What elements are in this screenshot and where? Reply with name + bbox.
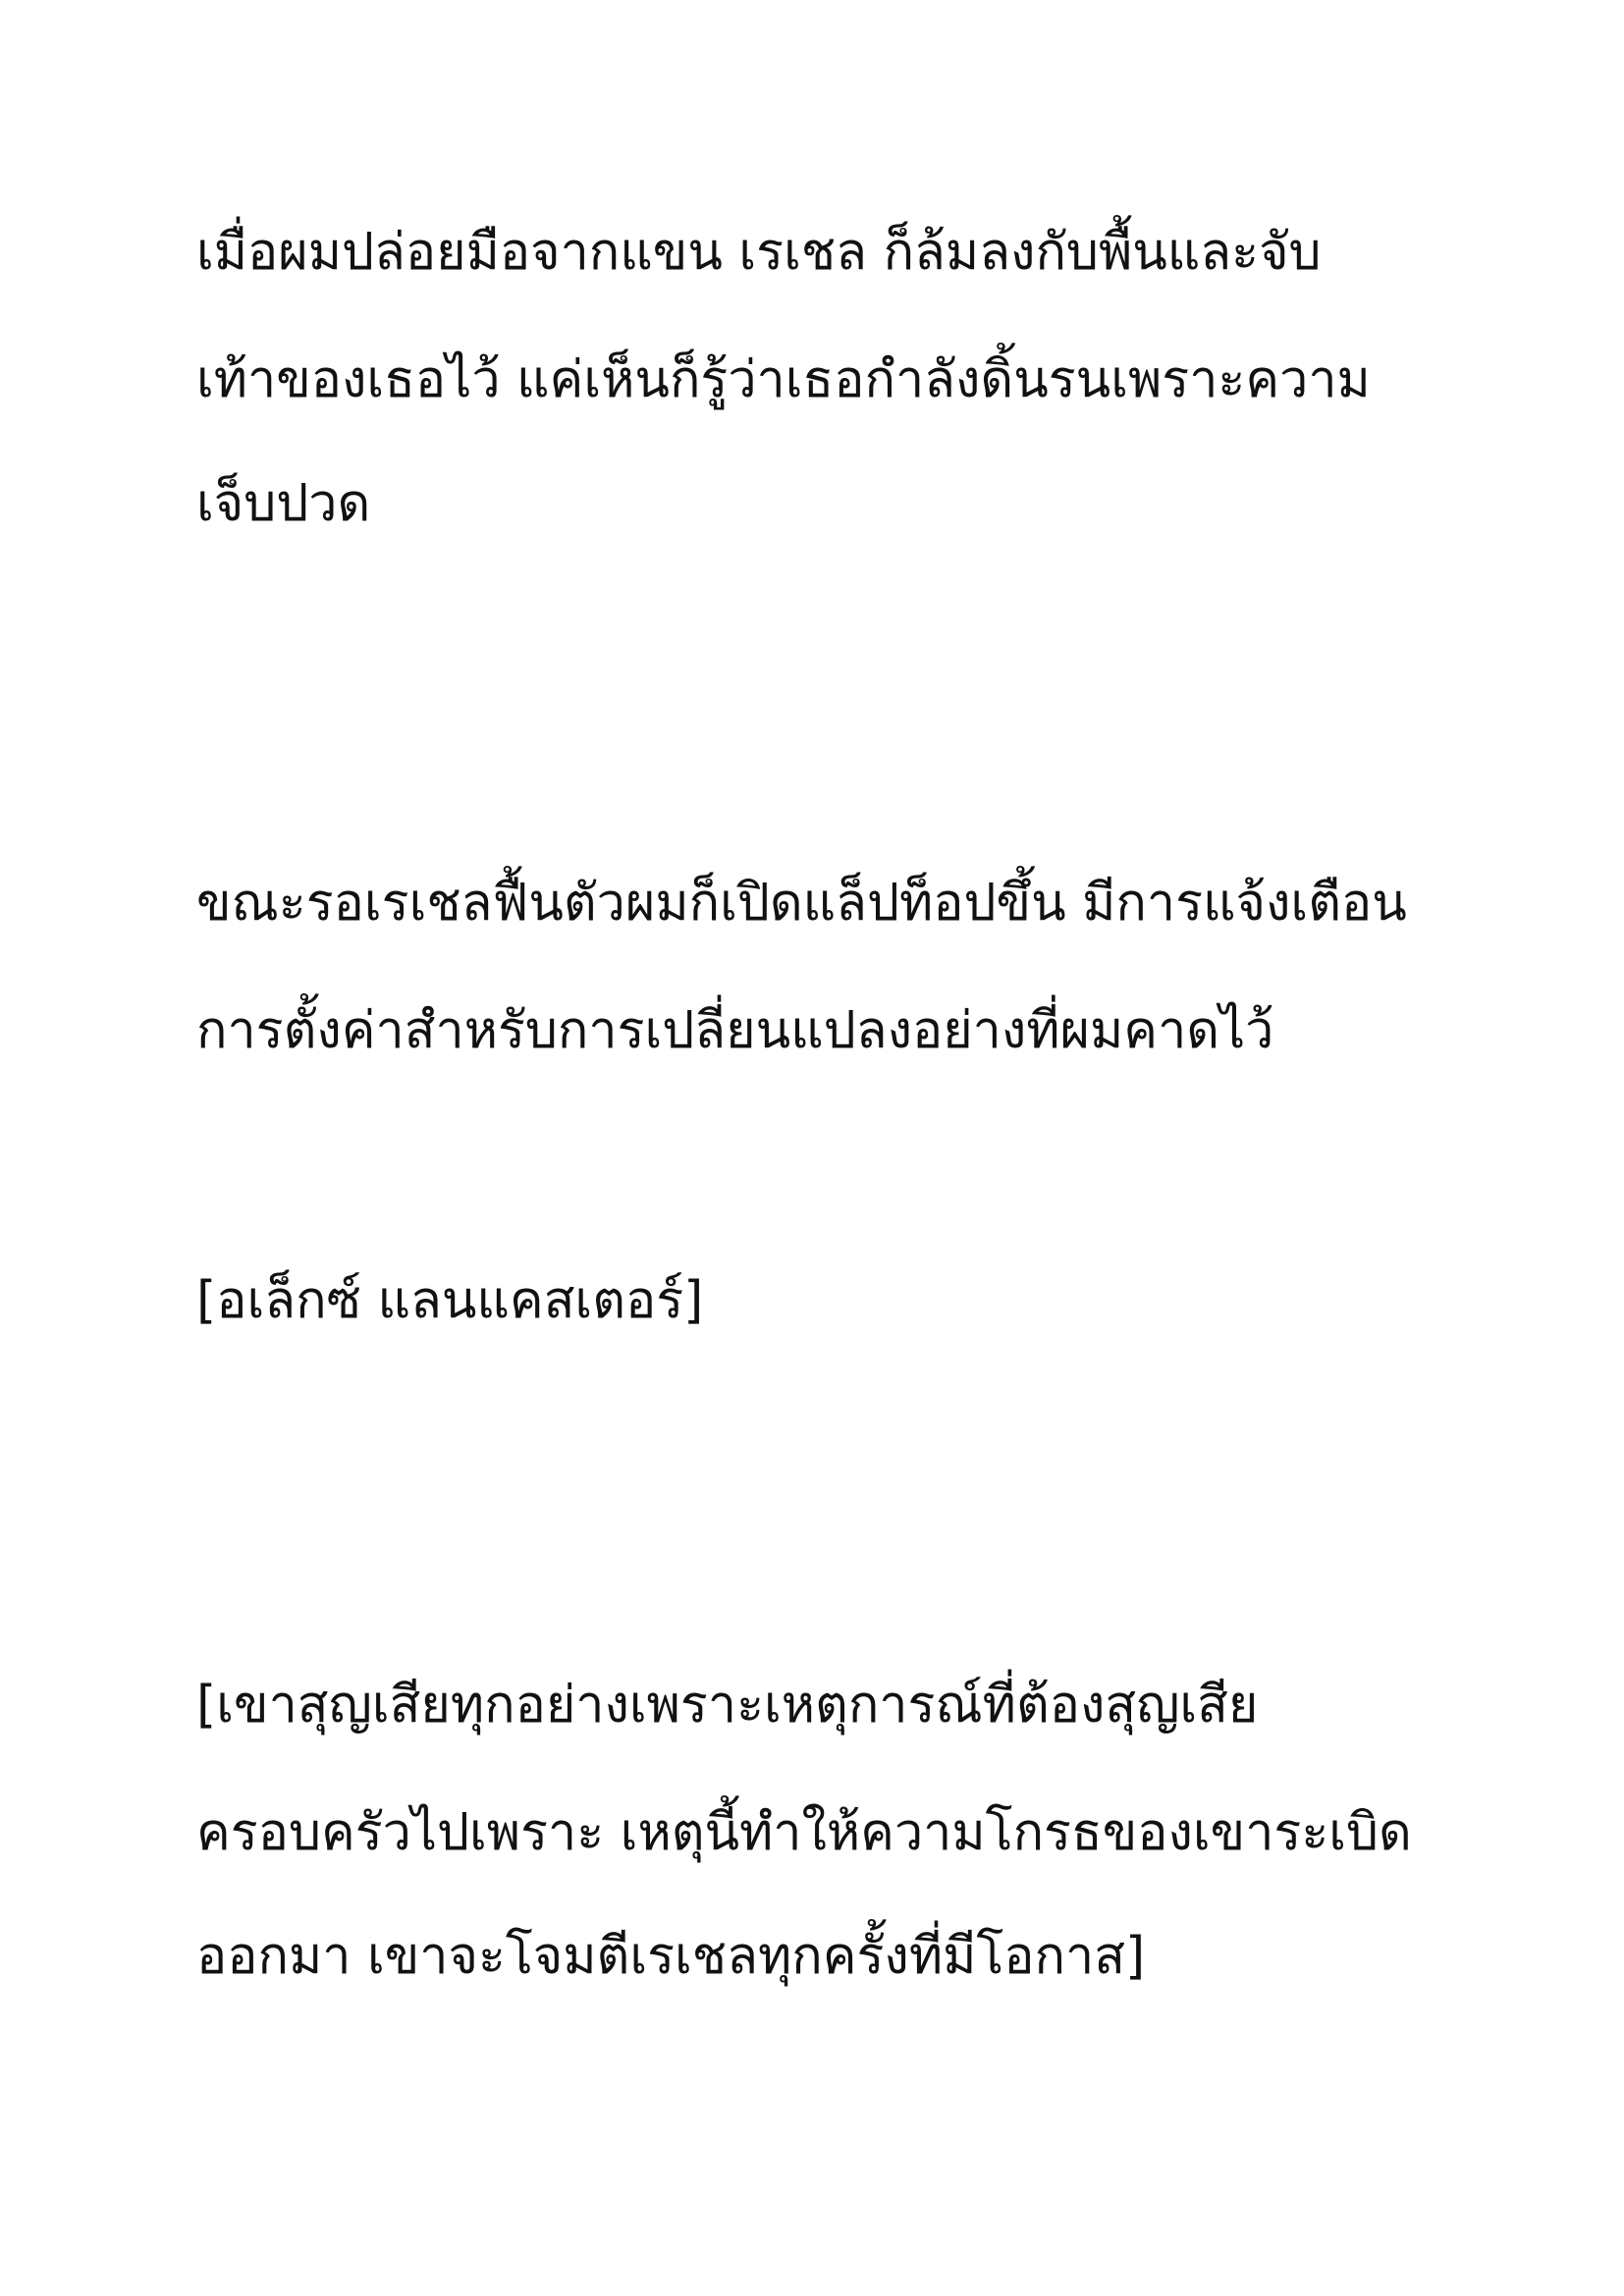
- paragraph-2-line-2: การตั้งค่าสำหรับการเปลี่ยนแปลงอย่างที่ผมคาดไว้: [196, 1001, 1274, 1060]
- paragraph-4-line-3: ออกมา เขาจะโจมตีเรเชลทุกครั้งที่มีโอกาส]: [196, 1927, 1146, 1986]
- paragraph-1-line-1: เมื่อผมปล่อยมือจากแขน เรเชล ก็ล้มลงกับพื้นและจับ: [196, 223, 1322, 282]
- paragraph-1-line-2: เท้าของเธอไว้ แค่เห็นก็รู้ว่าเธอกำลังดิ้นรนเพราะความ: [196, 350, 1371, 409]
- paragraph-4-line-2: ครอบครัวไปเพราะ เหตุนี้ทำให้ความโกรธของเขาระเบิด: [196, 1803, 1412, 1862]
- paragraph-2-line-1: ขณะรอเรเชลฟื้นตัวผมก็เปิดแล็ปท็อปขึ้น มีการแจ้งเตือน: [196, 874, 1407, 933]
- system-name-line: [อเล็กซ์ แลนแคสเตอร์]: [196, 1271, 704, 1330]
- paragraph-4-line-1: [เขาสุญเสียทุกอย่างเพราะเหตุการณ์ที่ต้องสุญเสีย: [196, 1676, 1259, 1735]
- paragraph-1-line-3: เจ็บปวด: [196, 474, 371, 533]
